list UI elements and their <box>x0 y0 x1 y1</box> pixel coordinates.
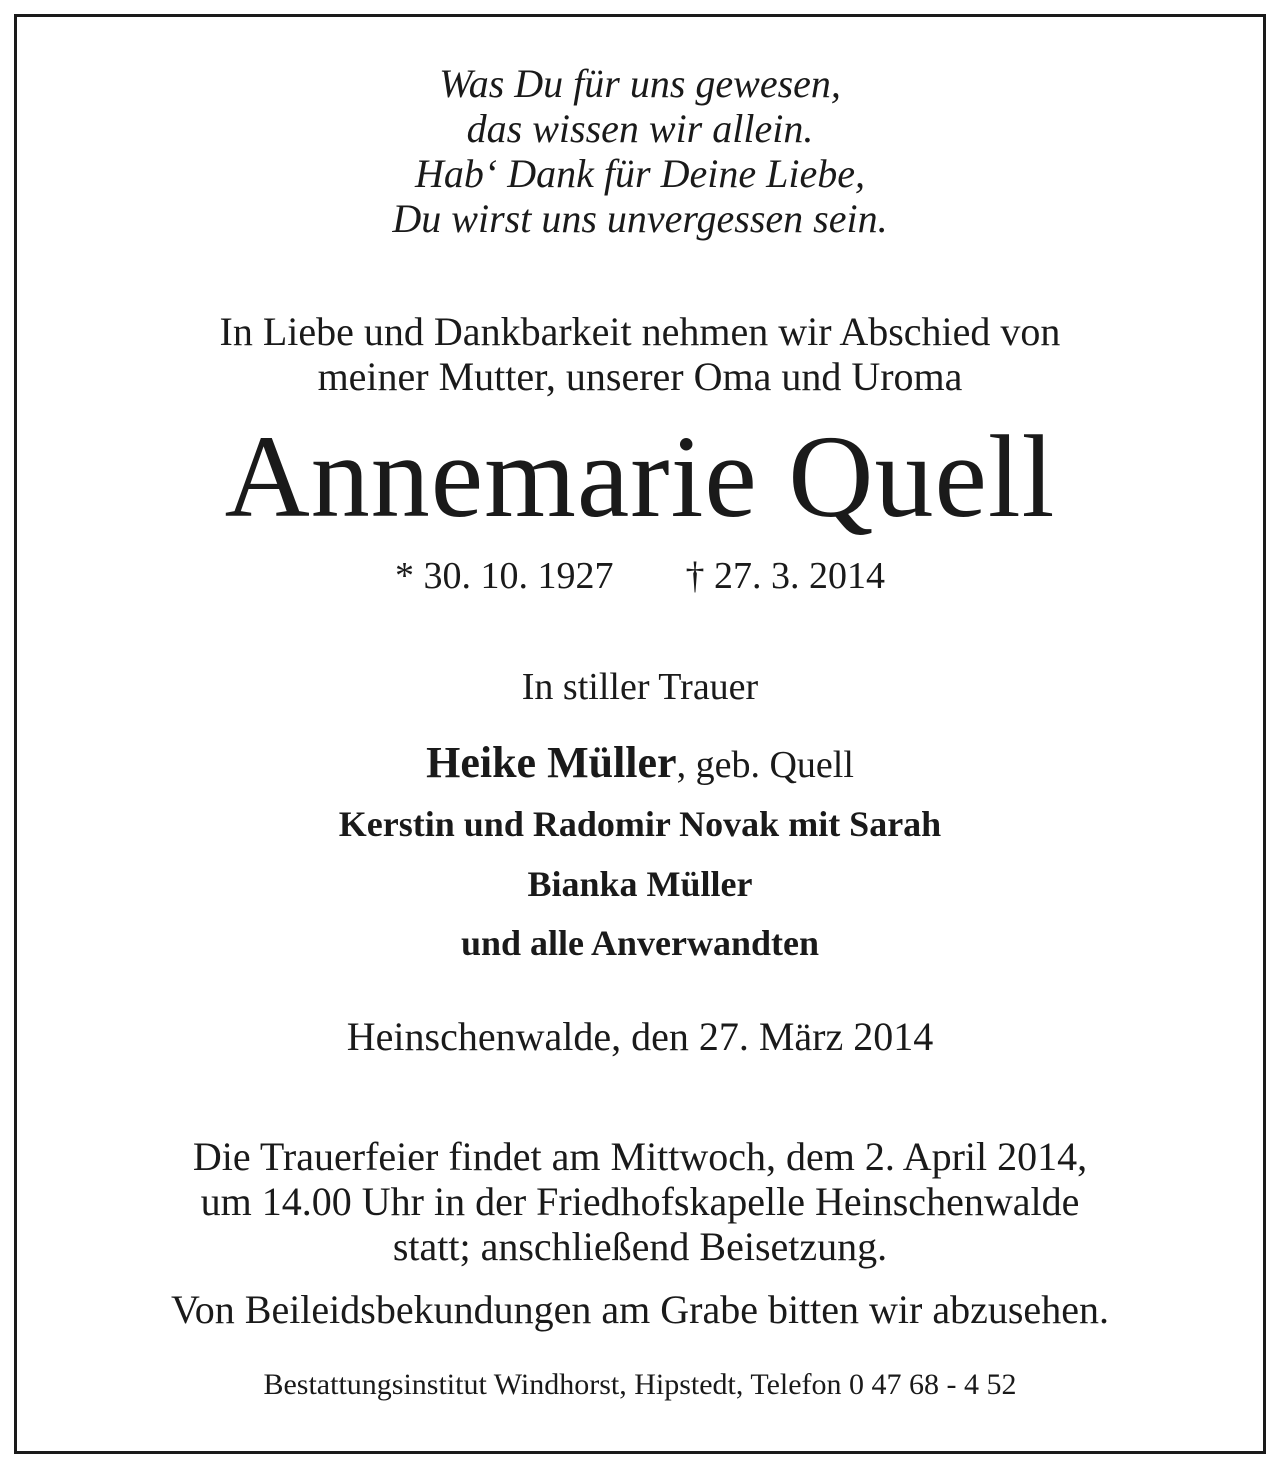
poem-line-3: Hab‘ Dank für Deine Liebe, <box>415 151 865 196</box>
service-line-1: Die Trauerfeier findet am Mittwoch, dem 2. April 2014, <box>192 1134 1088 1179</box>
death-date: † 27. 3. 2014 <box>685 555 885 597</box>
service-line-3: statt; anschließend Beisetzung. <box>392 1224 888 1269</box>
condolence-note: Von Beileidsbekundungen am Grabe bitten wir abzusehen. <box>171 1287 1109 1332</box>
mourning-line: In stiller Trauer <box>521 666 759 708</box>
poem-line-2: das wissen wir allein. <box>466 106 814 151</box>
intro-line-2: meiner Mutter, unserer Oma und Uroma <box>317 354 963 399</box>
undertaker-info: Bestattungsinstitut Windhorst, Hipstedt, Telefon 0 47 68 - 4 52 <box>263 1368 1017 1401</box>
primary-mourner-suffix: , geb. Quell <box>676 744 854 786</box>
mourner-line-1: Kerstin und Radomir Novak mit Sarah <box>338 804 942 844</box>
primary-mourner <box>0 738 1280 787</box>
mourner-line-3: und alle Anverwandten <box>460 923 820 963</box>
deceased-name: Annemarie Quell <box>224 411 1056 542</box>
intro-line-1: In Liebe und Dankbarkeit nehmen wir Abschied von <box>219 309 1061 354</box>
life-dates <box>0 557 1280 595</box>
service-line-2: um 14.00 Uhr in der Friedhofskapelle Heinschenwalde <box>200 1179 1080 1224</box>
poem-line-1: Was Du für uns gewesen, <box>439 61 841 106</box>
poem-line-4: Du wirst uns unvergessen sein. <box>392 196 888 241</box>
primary-mourner-name: Heike Müller <box>426 738 677 787</box>
birth-date: * 30. 10. 1927 <box>395 555 614 597</box>
mourner-line-2: Bianka Müller <box>527 864 753 904</box>
place-date: Heinschenwalde, den 27. März 2014 <box>346 1014 934 1059</box>
